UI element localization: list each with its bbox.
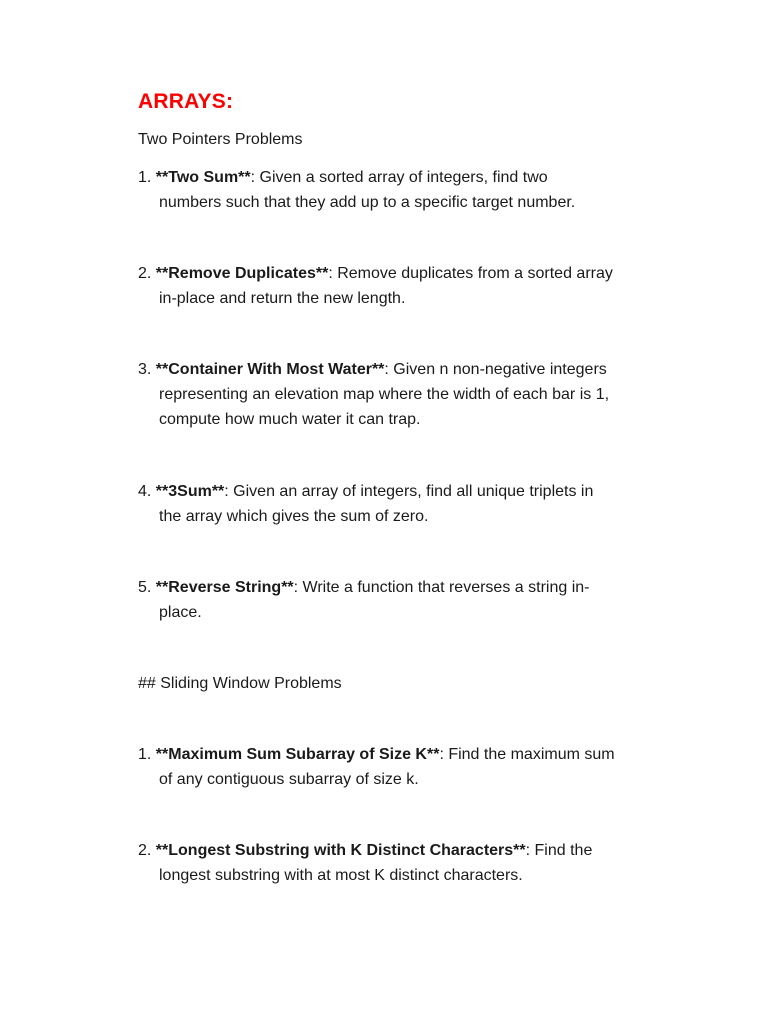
item-name: **Longest Substring with K Distinct Characters** [155,842,526,859]
item-description-continued: of any contiguous subarray of size k. [159,771,419,788]
item-number: 2. [138,842,156,859]
list-item [138,479,658,529]
list-item [138,165,658,215]
item-number: 2. [138,265,156,282]
item-name: **Maximum Sum Subarray of Size K** [155,746,440,763]
list-item [138,742,658,792]
item-description: : Given an array of integers, find all unique triplets in [224,483,594,500]
list-item [138,357,658,432]
item-description: : Remove duplicates from a sorted array [328,265,613,282]
item-description-continued: numbers such that they add up to a specific target number. [159,194,576,211]
item-description-continued: place. [159,604,202,621]
item-description-continued: longest substring with at most K distinct characters. [159,867,523,884]
item-description: : Write a function that reverses a string in- [293,579,590,596]
item-description: : Find the maximum sum [439,746,615,763]
section-heading-sliding-window: ## Sliding Window Problems [138,675,342,692]
item-name: **3Sum** [155,483,225,500]
item-description-continued: compute how much water it can trap. [159,411,421,428]
list-item [138,261,658,311]
item-number: 5. [138,579,156,596]
item-number: 1. [138,169,156,186]
list-item [138,838,658,888]
item-description: : Find the [525,842,593,859]
item-description-continued: the array which gives the sum of zero. [159,508,429,525]
item-number: 1. [138,746,156,763]
item-number: 3. [138,361,156,378]
item-name: **Remove Duplicates** [155,265,329,282]
item-description-continued: representing an elevation map where the width of each bar is 1, [159,386,610,403]
item-name: **Two Sum** [155,169,251,186]
item-name: **Container With Most Water** [155,361,385,378]
page-title: ARRAYS: [138,90,234,113]
item-name: **Reverse String** [155,579,294,596]
item-description: : Given a sorted array of integers, find two [250,169,548,186]
item-number: 4. [138,483,156,500]
item-description: : Given n non-negative integers [384,361,607,378]
list-item [138,575,658,625]
item-description-continued: in-place and return the new length. [159,290,406,307]
section-heading-two-pointers: Two Pointers Problems [138,131,303,148]
